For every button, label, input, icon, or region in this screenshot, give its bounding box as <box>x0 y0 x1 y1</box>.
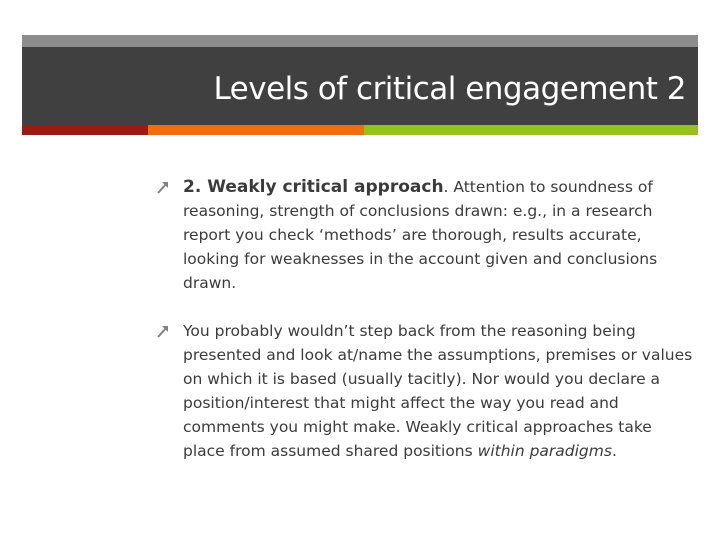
title-bar-accent <box>22 35 698 47</box>
arrow-up-right-icon <box>155 179 171 195</box>
bullet-text: You probably wouldn’t step back from the reasoning being presented and look at/name the assumptions, premises or values on which it is based (usually tacitly). Nor would you declare a position/interest that might affect the way you read and comments you might make. Weakly critical approaches take place from assumed shared positions <box>183 322 693 460</box>
stripe-orange <box>148 125 364 135</box>
bullet-lead: 2. Weakly critical approach <box>183 177 444 197</box>
bullet-text: . Attention to soundness of reasoning, strength of conclusions drawn: e.g., in a research report you check ‘methods’ are thorough, results accurate, looking for weaknesses in the account given and conclusions drawn. <box>183 178 658 292</box>
bullet-item <box>155 175 695 295</box>
slide-title: Levels of critical engagement 2 <box>213 71 686 107</box>
bullet-italic-text: within paradigms <box>477 442 612 460</box>
stripe-red <box>22 125 148 135</box>
arrow-up-right-icon <box>155 323 171 339</box>
bullet-item <box>155 319 695 463</box>
title-bar <box>22 47 698 125</box>
bullet-end: . <box>611 442 617 460</box>
bullet-list <box>155 175 695 463</box>
stripe-green <box>364 125 698 135</box>
